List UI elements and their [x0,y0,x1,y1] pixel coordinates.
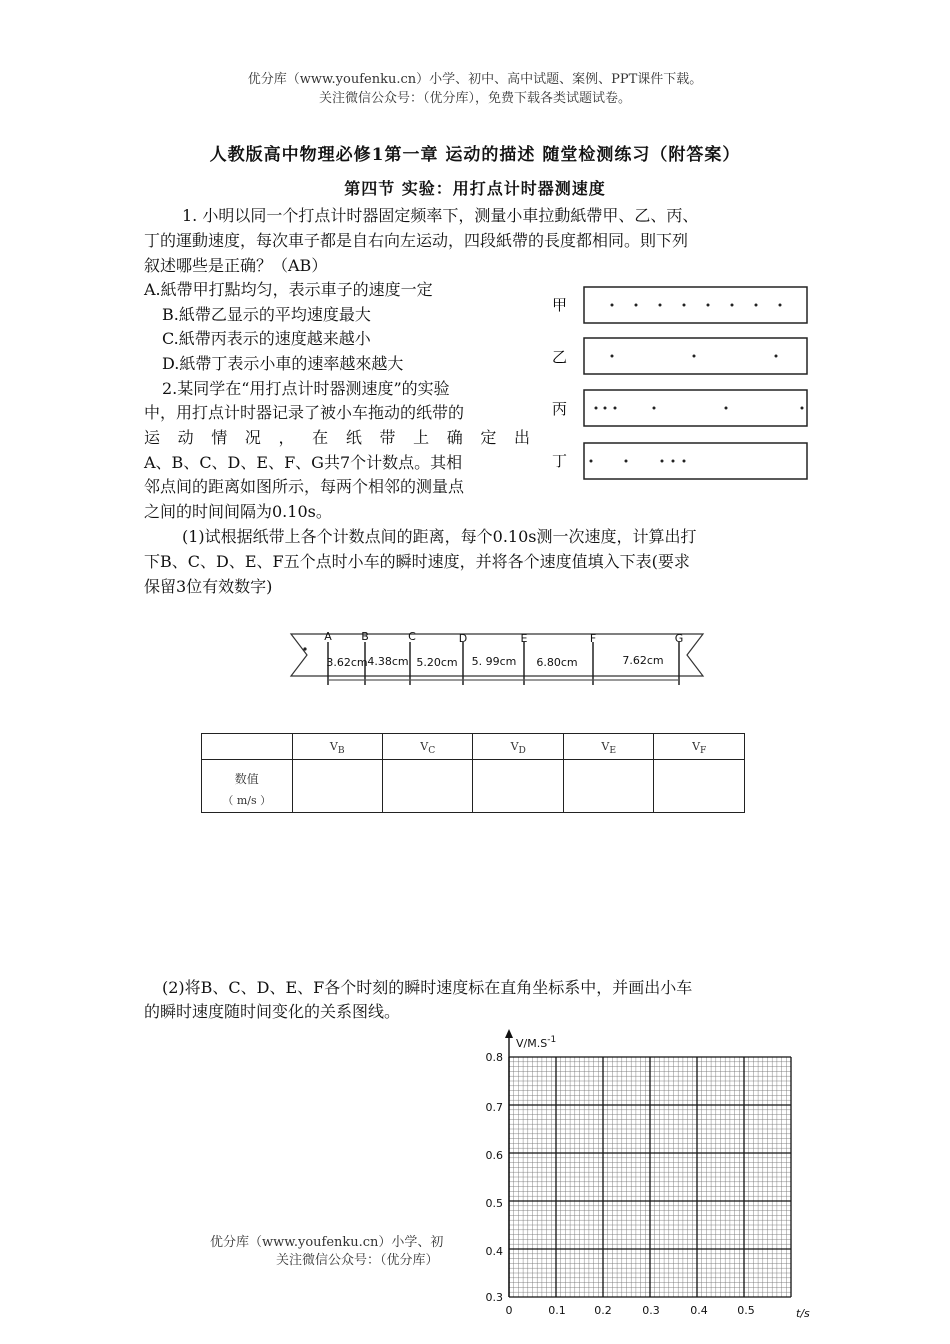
q2-part2-line-2: 的瞬时速度随时间变化的关系图线。 [144,1002,401,1021]
footer-line-1: 优分库（www.youfenku.cn）小学、初 [210,1235,444,1250]
y-tick-0-5: 0.5 [485,1197,503,1210]
tape-label-bing: 丙 [552,400,568,418]
footer-line-2: 关注微信公众号：（优分库） [276,1253,439,1268]
x-tick-0-4: 0.4 [690,1304,708,1317]
x-tick-0-5: 0.5 [737,1304,755,1317]
q2-part1-line-2: 下B、C、D、E、F五个点时小车的瞬时速度，并将各个速度值填入下表(要求 [144,552,690,571]
row-label: 数值 [234,772,259,786]
q2-line-4: A、B、C、D、E、F、G共7个计数点。其相 [144,453,463,472]
header-ve: $V_E$ [563,734,653,760]
point-label-a: A [324,630,332,643]
tape-label-jia: 甲 [552,296,568,314]
y-axis-arrow [505,1029,513,1038]
value-vc-cell[interactable] [383,760,473,813]
q2-line-1: 2.某同学在“用打点计时器测速度”的实验 [162,379,450,398]
tape-yi [552,338,807,374]
q2-part1-line-1: (1)试根据纸带上各个计数点间的距离，每个0.10s测一次速度，计算出打 [182,527,697,546]
value-vd-cell[interactable] [473,760,563,813]
header-vd: $V_D$ [473,734,563,760]
y-tick-0-6: 0.6 [485,1149,503,1162]
distance-fg: 7.62cm [622,654,664,667]
y-tick-0-8: 0.8 [485,1051,503,1064]
value-vb-cell[interactable] [292,760,382,813]
point-label-c: C [408,630,416,643]
y-tick-0-7: 0.7 [485,1101,503,1114]
q1-line-1: 1. 小明以同一个打点计时器固定频率下，测量小車拉動紙帶甲、乙、丙、 [182,206,699,225]
q1-line-2: 丁的運動速度，每次車子都是自右向左运动，四段紙帶的長度都相同。則下列 [144,231,689,250]
distance-ab: 3.62cm [326,656,368,669]
tape-bing [552,390,807,426]
tape-label-yi: 乙 [552,348,568,366]
q2-part2-line-1: (2)将B、C、D、E、F各个时刻的瞬时速度标在直角坐标系中，并画出小车 [162,978,693,997]
q2-line-6: 之间的时间间隔为0.10s。 [144,502,332,521]
x-axis-label: t/s [796,1307,810,1320]
y-tick-0-3: 0.3 [485,1291,503,1304]
distance-de: 5. 99cm [471,655,517,668]
q1-option-c: C.紙帶丙表示的速度越来越小 [162,329,371,348]
y-axis-label: $V/M.S^{-1}$ [516,1035,557,1050]
header-vc: $V_C$ [383,734,473,760]
q2-line-2: 中，用打点计时器记录了被小车拖动的纸带的 [144,403,465,422]
q2-paper-tape [285,625,710,695]
section-subtitle: 第四节 实验：用打点计时器测速度 [344,179,606,198]
x-tick-0: 0 [505,1304,513,1317]
q2-line-3: 运 动 情 况 ， 在 纸 带 上 确 定 出 [144,428,530,447]
tape-label-ding: 丁 [552,452,568,470]
header-line-2: 关注微信公众号：（优分库），免费下载各类试题试卷。 [318,91,631,106]
row-unit: （ m/s ） [222,794,272,807]
value-vf-cell[interactable] [654,760,745,813]
x-tick-0-3: 0.3 [642,1304,660,1317]
row-label-cell [202,760,293,813]
point-label-f: F [589,632,597,645]
distance-cd: 5.20cm [416,656,458,669]
q1-tapes-figure [540,280,815,490]
page-title: 人教版高中物理必修1第一章 运动的描述 随堂检测练习（附答案） [209,145,741,165]
distance-bc: 4.38cm [367,655,409,668]
q2-part1-line-3: 保留3位有效数字) [144,577,273,596]
q1-option-a: A.紙帶甲打點均匀，表示車子的速度一定 [144,280,433,299]
header-vf: $V_F$ [654,734,745,760]
tape-ding [552,443,807,479]
point-label-d: D [458,632,468,645]
x-tick-0-2: 0.2 [594,1304,612,1317]
tape-jia [552,287,807,323]
value-ve-cell[interactable] [563,760,653,813]
header-line-1: 优分库（www.youfenku.cn）小学、初中、高中试题、案例、PPT课件下载。 [247,72,703,87]
q1-line-3: 叙述哪些是正确？（AB） [144,256,328,275]
q1-option-d: D.紙帶丁表示小車的速率越來越大 [162,354,404,373]
point-label-b: B [361,630,369,643]
q1-option-b: B.紙帶乙显示的平均速度最大 [162,305,371,324]
x-tick-0-1: 0.1 [548,1304,566,1317]
y-tick-0-4: 0.4 [485,1245,503,1258]
table-corner-cell [202,734,293,760]
velocity-table [201,733,745,813]
point-label-g: G [674,632,684,645]
v-t-graph [470,1025,830,1344]
distance-ef: 6.80cm [536,656,578,669]
point-label-e: E [520,632,528,645]
q2-line-5: 邻点间的距离如图所示，每两个相邻的测量点 [144,477,465,496]
header-vb: $V_B$ [292,734,382,760]
